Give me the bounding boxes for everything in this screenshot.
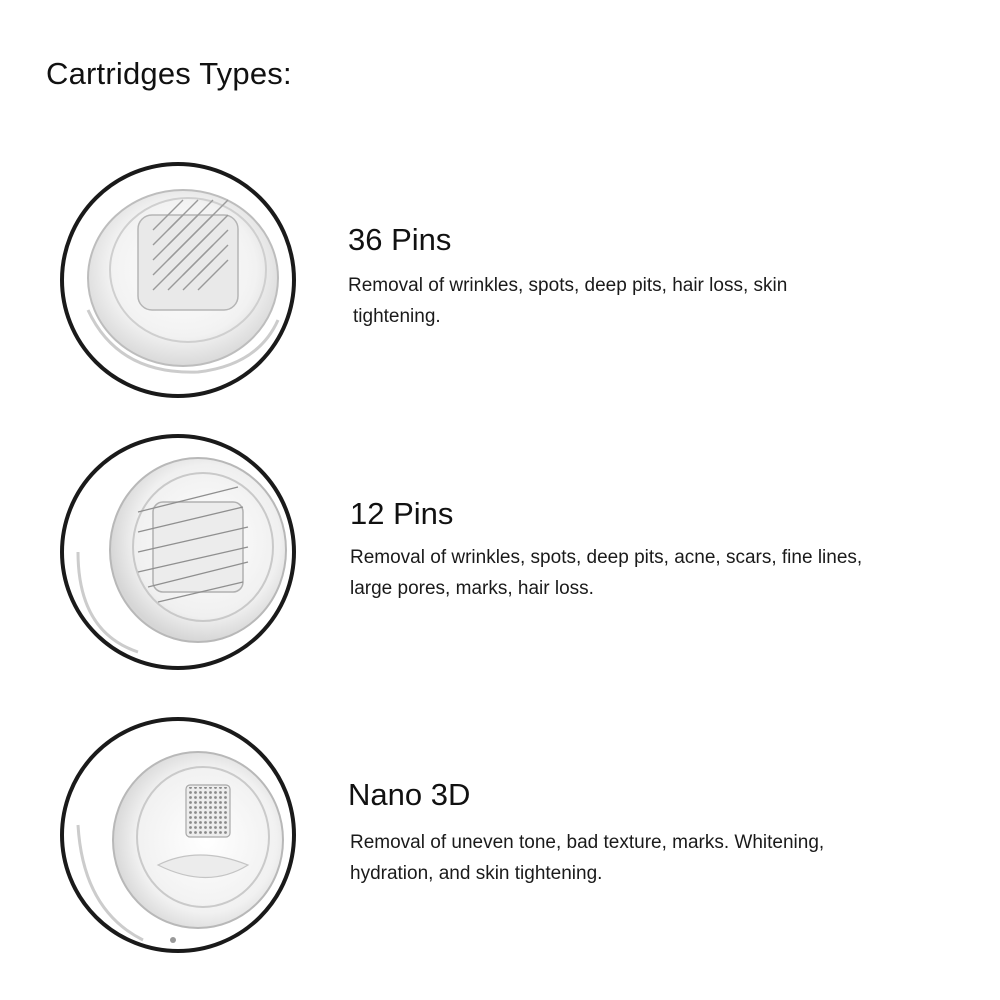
page-title: Cartridges Types: [46, 56, 292, 91]
cartridge-36-pins-image [58, 160, 298, 400]
cartridge-card-12-pins [0, 432, 1000, 682]
cartridge-nano-3d-image [58, 715, 298, 955]
cartridge-12-pins-image [58, 432, 298, 672]
cartridge-description-line-1: Removal of uneven tone, bad texture, marks. Whitening, [350, 832, 825, 853]
cartridge-title: 36 Pins [348, 222, 452, 257]
cartridge-card-nano-3d [0, 715, 1000, 965]
cartridge-title: Nano 3D [348, 777, 471, 812]
cartridge-description-line-1: Removal of wrinkles, spots, deep pits, acne, scars, fine lines, [350, 547, 863, 568]
cartridge-description-line-2: large pores, marks, hair loss. [350, 578, 594, 599]
cartridge-title: 12 Pins [350, 496, 454, 531]
cartridge-card-36-pins [0, 160, 1000, 410]
cartridge-description-line-1: Removal of wrinkles, spots, deep pits, hair loss, skin [348, 275, 788, 296]
cartridge-description-line-2: hydration, and skin tightening. [350, 863, 603, 884]
cartridge-description-line-2: tightening. [353, 306, 441, 327]
